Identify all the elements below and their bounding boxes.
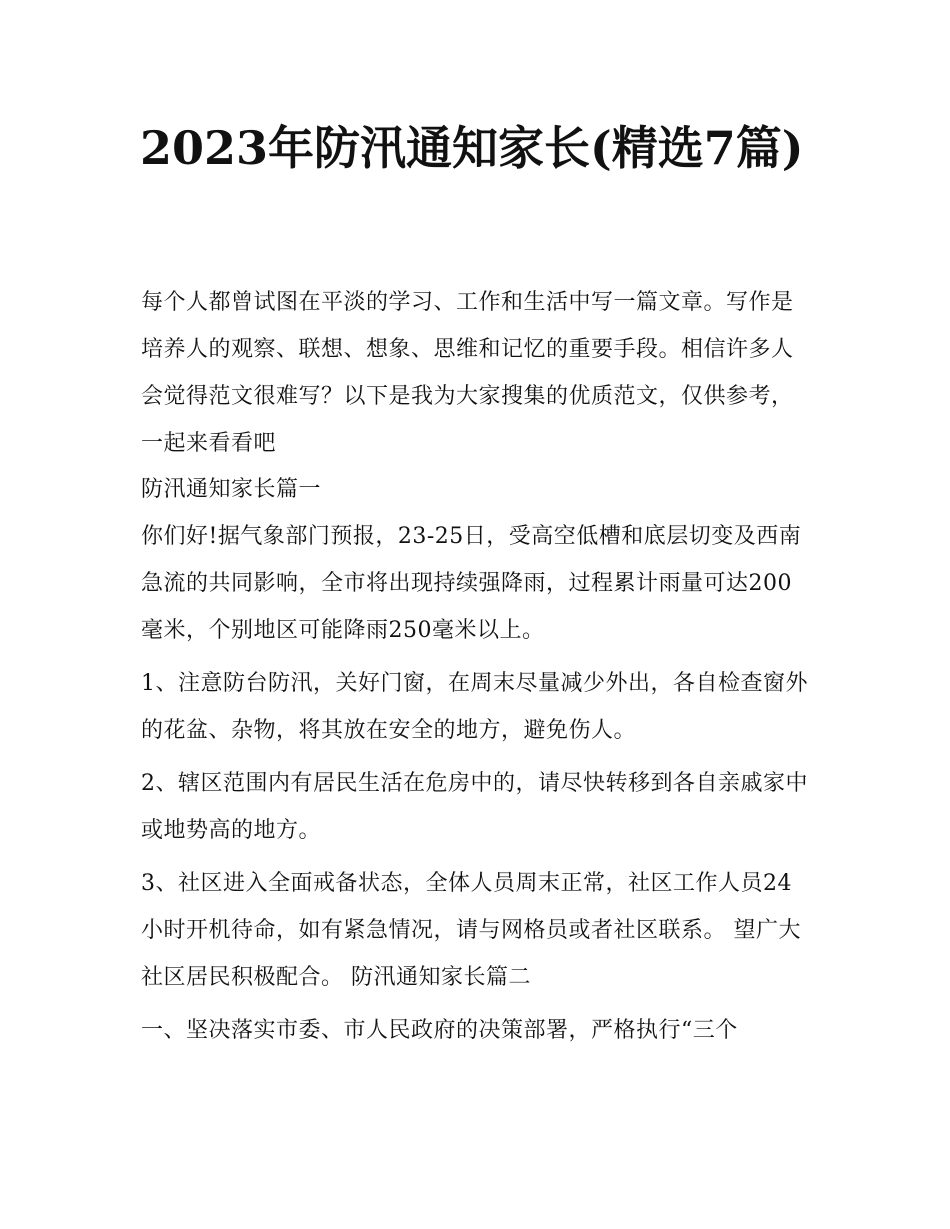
document-body [141,279,813,1054]
section-two-paragraph: 一、坚决落实市委、市人民政府的决策部署，严格执行“三个 [141,1018,738,1043]
list-item-2: 2、辖区范围内有居民生活在危房中的，请尽快转移到各自亲戚家中或地势高的地方。 [141,771,808,843]
notice-paragraph: 你们好!据气象部门预报，23-25日，受高空低槽和底层切变及西南急流的共同影响，全市将出现持续强降雨，过程累计雨量可达200毫米，个别地区可能降雨250毫米以上。 [141,524,802,643]
section-heading-1: 防汛通知家长篇一 [141,477,322,502]
list-item-3: 3、社区进入全面戒备状态，全体人员周末正常，社区工作人员24小时开机待命，如有紧急情况，请与网格员或者社区联系。 望广大社区居民积极配合。 防汛通知家长篇二 [141,871,801,990]
intro-paragraph: 每个人都曾试图在平淡的学习、工作和生活中写一篇文章。写作是培养人的观察、联想、想象、思维和记忆的重要手段。相信许多人会觉得范文很难写？以下是我为大家搜集的优质范文，仅供参考，一起来看看吧 [141,290,794,456]
list-item-1: 1、注意防台防汛，关好门窗，在周末尽量减少外出，各自检查窗外的花盆、杂物，将其放在安全的地方，避免伤人。 [141,671,808,743]
document-title: 2023年防汛通知家长(精选7篇) [140,121,804,175]
